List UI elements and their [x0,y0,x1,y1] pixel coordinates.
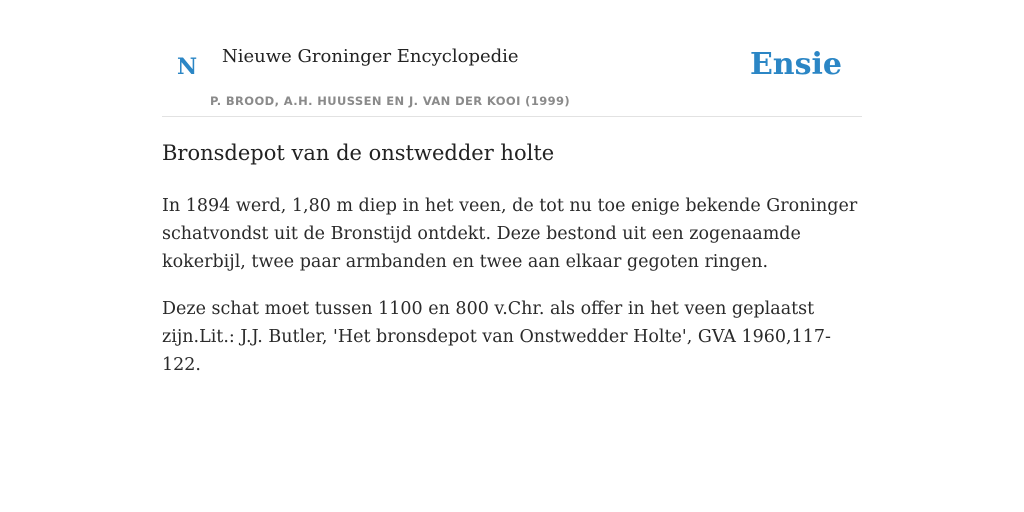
article-body [162,192,862,398]
encyclopedia-header [162,0,862,117]
article-paragraph: Deze schat moet tussen 1100 en 800 v.Chr. als offer in het veen geplaatst zijn.Lit.: J.J. Butler, 'Het bronsdepot van Onstwedder Holte', GVA 1960,117-122. [162,299,831,375]
encyclopedia-title[interactable]: Nieuwe Groninger Encyclopedie [222,46,519,67]
article-paragraph: In 1894 werd, 1,80 m diep in het veen, de tot nu toe enige bekende Groninger schatvondst uit de Bronstijd ontdekt. Deze bestond uit een zogenaamde kokerbijl, twee paar armbanden en twee aan elkaar gegoten ringen. [162,196,858,272]
ensie-logo-link[interactable]: Ensie [749,47,842,82]
encyclopedia-authors: P. BROOD, A.H. HUUSSEN EN J. VAN DER KOOI (1999) [210,94,571,108]
encyclopedia-logo[interactable]: N [177,54,198,80]
article-title: Bronsdepot van de onstwedder holte [162,141,555,165]
